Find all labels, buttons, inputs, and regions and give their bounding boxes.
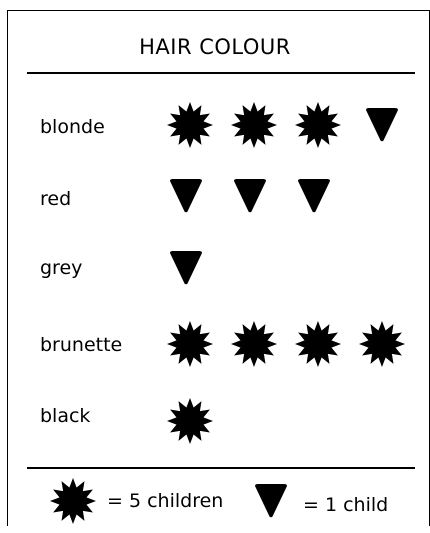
pictogram-star-brunette-2 [231,321,277,367]
legend-triangle-icon [255,484,287,517]
pictogram-star-black-1 [167,398,213,444]
legend-star-icon [50,478,96,524]
pictogram-star-brunette-3 [295,321,341,367]
pictogram-triangle-blonde-1 [366,108,398,141]
legend-label-star: = 5 children [107,490,224,512]
pictogram-triangle-red-2 [234,179,266,212]
pictogram-triangle-grey-1 [170,251,202,284]
row-label-grey: grey [40,257,83,279]
legend-label-triangle: = 1 child [303,494,389,516]
row-label-brunette: brunette [40,334,123,356]
pictogram-star-blonde-2 [231,102,277,148]
row-label-red: red [40,188,72,210]
pictogram-star-blonde-1 [167,102,213,148]
pictogram-star-brunette-1 [167,321,213,367]
row-label-blonde: blonde [40,116,105,138]
chart-title: HAIR COLOUR [139,35,291,59]
pictogram-star-brunette-4 [359,321,405,367]
pictogram-star-blonde-3 [295,102,341,148]
pictogram-triangle-red-3 [298,179,330,212]
pictogram-triangle-red-1 [170,179,202,212]
row-label-black: black [40,405,91,427]
